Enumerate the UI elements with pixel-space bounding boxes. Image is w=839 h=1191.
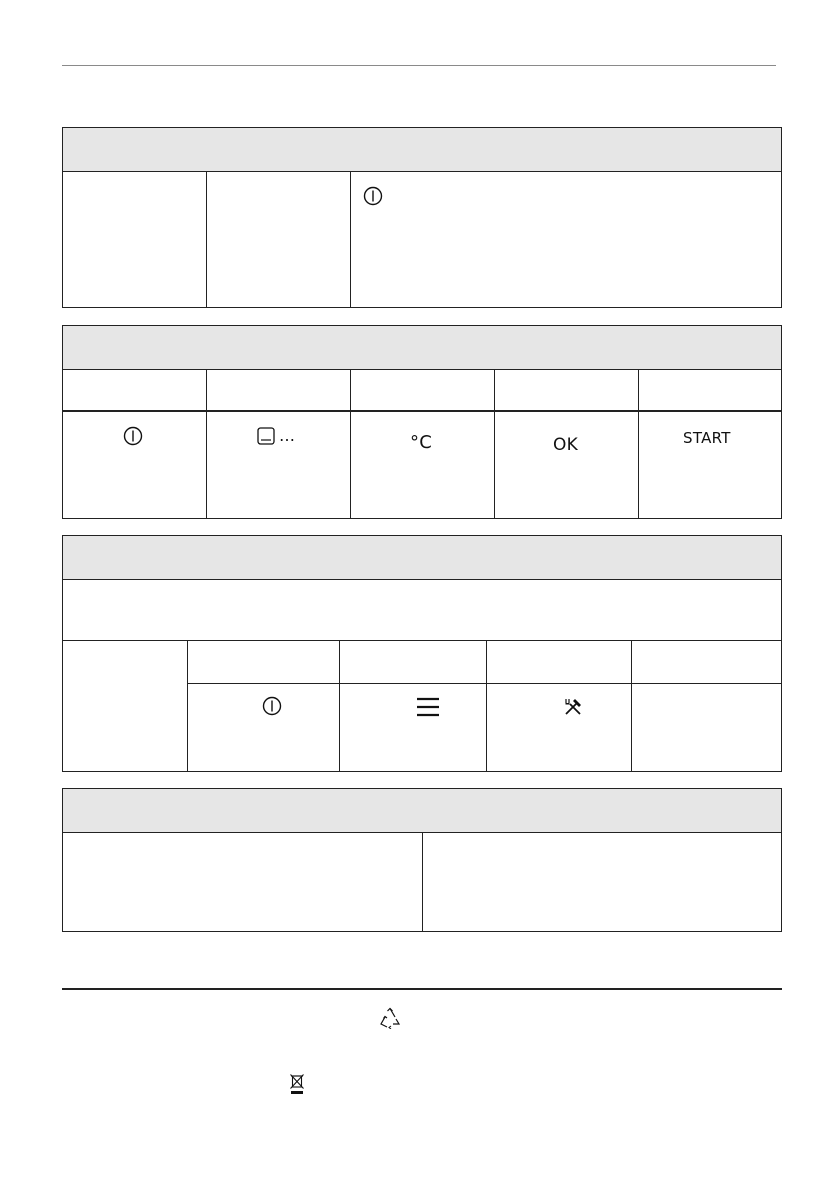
table-2-cell-temp: [351, 412, 495, 518]
table-4: [62, 788, 782, 932]
table-3-head-row: [188, 641, 781, 684]
top-rule: [62, 65, 776, 66]
table-1-cell-1: [63, 172, 207, 307]
table-2-head-cell: [495, 370, 639, 410]
power-icon: [363, 186, 383, 206]
table-4-cell-1: [63, 833, 423, 931]
table-3-text-row: [63, 580, 781, 641]
table-3-head-cell: [632, 641, 781, 683]
table-3-head-cell: [487, 641, 632, 683]
table-2-head-cell: [639, 370, 781, 410]
table-3-body-row: [188, 684, 781, 771]
table-2-cell-oven: [207, 412, 351, 518]
table-2-head-row: [63, 370, 781, 412]
table-1-cell-2: [207, 172, 351, 307]
table-4-cell-2: [423, 833, 781, 931]
power-icon: [262, 696, 282, 716]
table-2-cell-power: [63, 412, 207, 518]
table-4-row: [63, 833, 781, 931]
table-4-header: [63, 789, 781, 833]
table-2-head-cell: [63, 370, 207, 410]
table-2: [62, 325, 782, 519]
bottom-rule: [62, 988, 782, 990]
table-2-head-cell: [351, 370, 495, 410]
table-2-head-cell: [207, 370, 351, 410]
table-1-row: [63, 172, 781, 307]
table-3-left-cell: [63, 641, 188, 771]
ellipsis-text: …: [279, 426, 296, 445]
recycle-icon: [379, 1007, 401, 1029]
menu-icon: [416, 697, 440, 717]
table-2-header: [63, 326, 781, 370]
table-3-head-cell: [188, 641, 340, 683]
table-3-right-area: [188, 641, 781, 771]
table-2-cell-start: [639, 412, 781, 518]
table-3-cell-cutlery: [487, 684, 632, 771]
table-1: [62, 127, 782, 308]
oven-function-icon: [257, 427, 275, 445]
table-3-header: [63, 536, 781, 580]
ok-label: OK: [553, 435, 579, 455]
table-3-cell-power: [188, 684, 340, 771]
table-1-header: [63, 128, 781, 172]
table-3-cell-menu: [340, 684, 487, 771]
crossed-bin-icon: [289, 1073, 305, 1095]
table-1-cell-3: [351, 172, 781, 307]
table-3: [62, 535, 782, 772]
start-label: START: [683, 429, 731, 447]
table-2-body-row: [63, 412, 781, 518]
table-3-text-cell: [63, 580, 781, 640]
table-3-head-cell: [340, 641, 487, 683]
table-3-cell-empty: [632, 684, 781, 771]
table-2-cell-ok: [495, 412, 639, 518]
power-icon: [123, 426, 143, 446]
cutlery-icon: [563, 697, 583, 717]
table-3-grid: [63, 641, 781, 771]
celsius-symbol: °C: [410, 432, 433, 453]
